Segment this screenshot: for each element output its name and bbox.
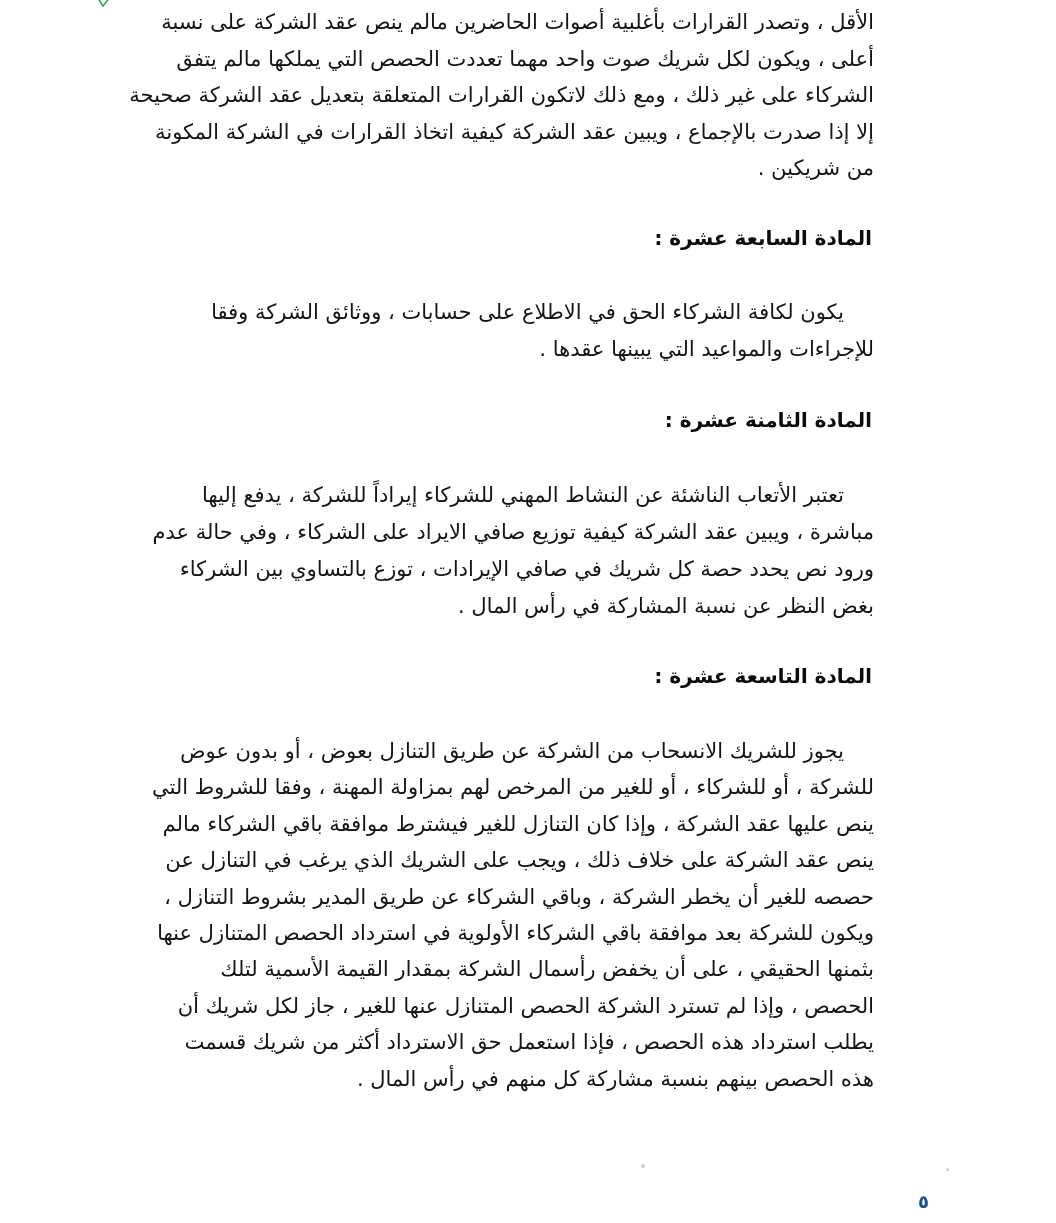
text-line: يطلب استرداد هذه الحصص ، فإذا استعمل حق الاسترداد أكثر من شريك قسمت: [184, 1030, 874, 1055]
corner-check-mark-icon: [98, 0, 112, 8]
paragraph-intro: [129, 4, 874, 187]
text-line: من شريكين .: [757, 156, 874, 180]
text-line: ينص عليها عقد الشركة ، وإذا كان التنازل للغير فيشترط موافقة باقي الشركاء مالم: [162, 811, 874, 836]
text-line: هذه الحصص بينهم بنسبة مشاركة كل منهم في رأس المال .: [356, 1066, 874, 1091]
text-line: بثمنها الحقيقي ، على أن يخفض رأسمال الشركة بمقدار القيمة الأسمية لتلك: [220, 957, 874, 982]
text-line: الحصص ، وإذا لم تسترد الشركة الحصص المتنازل عنها للغير ، جاز لكل شريك أن: [177, 993, 874, 1018]
page-number: ٥: [918, 1192, 929, 1213]
text-line: الأقل ، وتصدر القرارات بأغلبية أصوات الحاضرين مالم ينص عقد الشركة على نسبة: [161, 10, 874, 34]
text-line: ويكون للشركة بعد موافقة باقي الشركاء الأولوية في استرداد الحصص المتنازل عنها: [157, 921, 874, 946]
text-line: للشركة ، أو للشركاء ، أو للغير من المرخص لهم بمزاولة المهنة ، وفقا للشروط التي: [151, 775, 874, 800]
text-line: مباشرة ، ويبين عقد الشركة كيفية توزيع صافي الايراد على الشركاء ، وفي حالة عدم: [152, 520, 874, 544]
text-line: الشركاء على غير ذلك ، ومع ذلك لاتكون القرارات المتعلقة بتعديل عقد الشركة صحيحة: [129, 83, 874, 107]
text-line: للإجراءات والمواعيد التي يبينها عقدها .: [539, 337, 874, 361]
text-line: حصصه للغير أن يخطر الشركة ، وباقي الشركاء عن طريق المدير بشروط التنازل ،: [164, 884, 874, 909]
article-17-body: [150, 294, 874, 368]
scan-speck: [946, 1168, 949, 1171]
article-18-heading: المادة الثامنة عشرة :: [664, 408, 872, 432]
text-line: ورود نص يحدد حصة كل شريك في صافي الإيرادات ، توزع بالتساوي بين الشركاء: [179, 557, 874, 581]
article-18-body: [150, 477, 874, 625]
scan-speck: [641, 1164, 645, 1168]
text-line: يجوز للشريك الانسحاب من الشركة عن طريق التنازل بعوض ، أو بدون عوض: [180, 739, 844, 763]
text-line: تعتبر الأتعاب الناشئة عن النشاط المهني للشركاء إيراداً للشركة ، يدفع إليها: [202, 483, 844, 507]
text-line: بغض النظر عن نسبة المشاركة في رأس المال .: [458, 594, 874, 618]
article-17-heading: المادة السابعة عشرة :: [654, 226, 872, 250]
text-line: ينص عقد الشركة على خلاف ذلك ، ويجب على الشريك الذي يرغب في التنازل عن: [165, 848, 874, 873]
text-line: يكون لكافة الشركاء الحق في الاطلاع على حسابات ، ووثائق الشركة وفقا: [211, 300, 844, 324]
text-line: إلا إذا صدرت بالإجماع ، ويبين عقد الشركة كيفية اتخاذ القرارات في الشركة المكونة: [155, 119, 874, 144]
text-line: أعلى ، ويكون لكل شريك صوت واحد مهما تعددت الحصص التي يملكها مالم يتفق: [176, 46, 874, 71]
article-19-body: [150, 733, 874, 1097]
article-19-heading: المادة التاسعة عشرة :: [654, 664, 872, 688]
